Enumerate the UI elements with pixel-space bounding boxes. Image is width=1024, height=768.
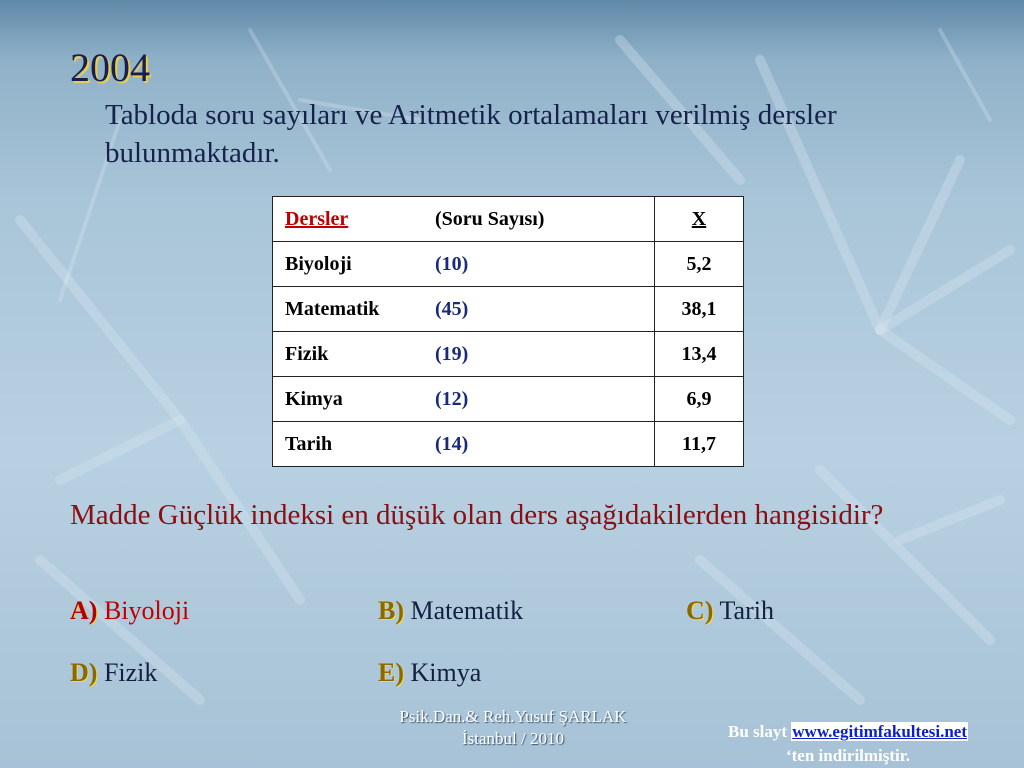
option-c-text: Tarih	[719, 596, 774, 625]
header-x: X	[655, 197, 744, 242]
course-name: Matematik	[285, 297, 380, 320]
course-name: Tarih	[285, 432, 333, 455]
option-c-letter: C)	[686, 596, 714, 625]
question-count: (14)	[435, 432, 469, 455]
question-count: (45)	[435, 297, 469, 320]
option-d	[70, 658, 157, 688]
table-cell-course	[273, 242, 655, 287]
mean-value: 5,2	[655, 242, 744, 287]
data-table	[272, 196, 744, 467]
table-cell-course	[273, 287, 655, 332]
option-e-text: Kimya	[410, 658, 482, 687]
table-cell-course	[273, 422, 655, 467]
mean-value: 38,1	[655, 287, 744, 332]
option-d-letter: D)	[70, 658, 98, 687]
table-header-row	[273, 197, 744, 242]
header-dersler: Dersler	[285, 207, 349, 230]
option-a-letter: A)	[70, 596, 98, 625]
question-count: (12)	[435, 387, 469, 410]
option-d-text: Fizik	[103, 658, 158, 687]
header-soru-sayisi: (Soru Sayısı)	[435, 207, 545, 230]
author-footer	[365, 706, 661, 750]
table-row	[273, 422, 744, 467]
table-header-cell-dersler	[273, 197, 655, 242]
question-text: Madde Güçlük indeksi en düşük olan ders aşağıdakilerden hangisidir?	[70, 499, 884, 531]
intro-text: Tabloda soru sayıları ve Aritmetik ortalamaları verilmiş dersler bulunmaktadır.	[105, 99, 837, 169]
slide-title: 2004	[70, 45, 150, 90]
table-cell-course	[273, 332, 655, 377]
course-name: Kimya	[285, 387, 343, 410]
question-count: (19)	[435, 342, 469, 365]
option-a	[70, 596, 189, 626]
table-row	[273, 377, 744, 422]
table-cell-course	[273, 377, 655, 422]
option-a-text: Biyoloji	[103, 596, 190, 625]
option-e	[378, 658, 481, 688]
source-prefix: Bu slayt	[727, 722, 788, 741]
table-row	[273, 242, 744, 287]
course-name: Biyoloji	[285, 252, 352, 275]
option-c	[686, 596, 774, 626]
course-name: Fizik	[285, 342, 329, 365]
author-location: İstanbul / 2010	[462, 729, 564, 748]
mean-value: 6,9	[655, 377, 744, 422]
source-link[interactable]: www.egitimfakultesi.net	[792, 722, 967, 741]
table-row	[273, 287, 744, 332]
option-b	[378, 596, 523, 626]
author-name: Psik.Dan.& Reh.Yusuf ŞARLAK	[399, 707, 627, 726]
option-b-letter: B)	[378, 596, 404, 625]
option-e-letter: E)	[378, 658, 404, 687]
table-row	[273, 332, 744, 377]
mean-value: 11,7	[655, 422, 744, 467]
option-b-text: Matematik	[410, 596, 524, 625]
mean-value: 13,4	[655, 332, 744, 377]
question-count: (10)	[435, 252, 469, 275]
source-suffix: ‘ten indirilmiştir.	[785, 746, 911, 765]
source-credit	[678, 720, 1018, 768]
